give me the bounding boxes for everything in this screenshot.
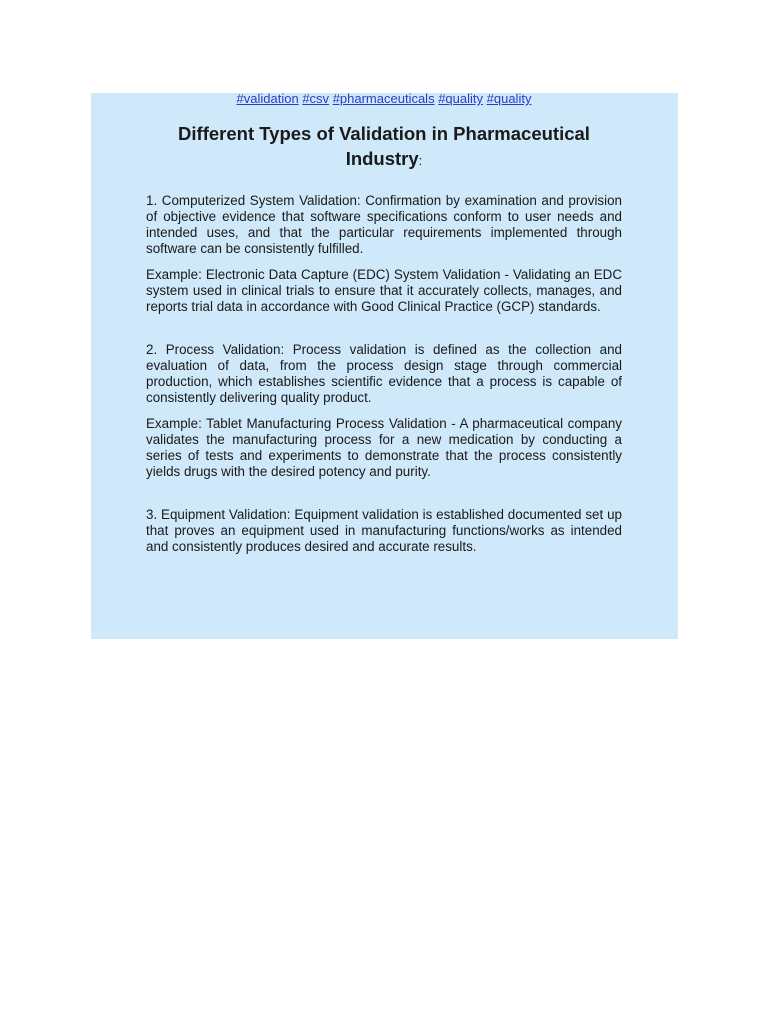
section-3-definition: 3. Equipment Validation: Equipment validation is established documented set up that proves an equipment used in manufacturing functions/works as intended and consistently produces desired and accurate results. bbox=[146, 507, 622, 554]
section-1-definition: 1. Computerized System Validation: Confirmation by examination and provision of objective evidence that software specifications conform to user needs and intended uses, and that the particular requirements implemented through software can be consistently fulfilled. bbox=[146, 193, 622, 256]
document-title bbox=[146, 121, 622, 173]
section-2-definition: 2. Process Validation: Process validation is defined as the collection and evaluation of data, from the process design stage through commercial production, which establishes scientific evidence that a process is capable of consistently delivering quality product. bbox=[146, 342, 622, 405]
hashtag-link-validation[interactable]: #validation bbox=[236, 91, 299, 106]
hashtag-link-pharmaceuticals[interactable]: #pharmaceuticals bbox=[332, 91, 435, 106]
document-title-text: Different Types of Validation in Pharmaceutical Industry bbox=[178, 123, 590, 169]
document-title-colon: : bbox=[418, 153, 423, 168]
hashtag-link-quality-2[interactable]: #quality bbox=[486, 91, 532, 106]
hashtag-link-csv[interactable]: #csv bbox=[302, 91, 330, 106]
hashtag-link-quality[interactable]: #quality bbox=[438, 91, 484, 106]
document-panel bbox=[91, 93, 678, 639]
section-2-example: Example: Tablet Manufacturing Process Validation - A pharmaceutical company validates the manufacturing process for a new medication by conducting a series of tests and experiments to demonstrate that the process consistently yields drugs with the desired potency and purity. bbox=[146, 416, 622, 479]
section-1-example: Example: Electronic Data Capture (EDC) System Validation - Validating an EDC system used in clinical trials to ensure that it accurately collects, manages, and reports trial data in accordance with Good Clinical Practice (GCP) standards. bbox=[146, 267, 622, 314]
hashtag-row bbox=[146, 92, 622, 105]
